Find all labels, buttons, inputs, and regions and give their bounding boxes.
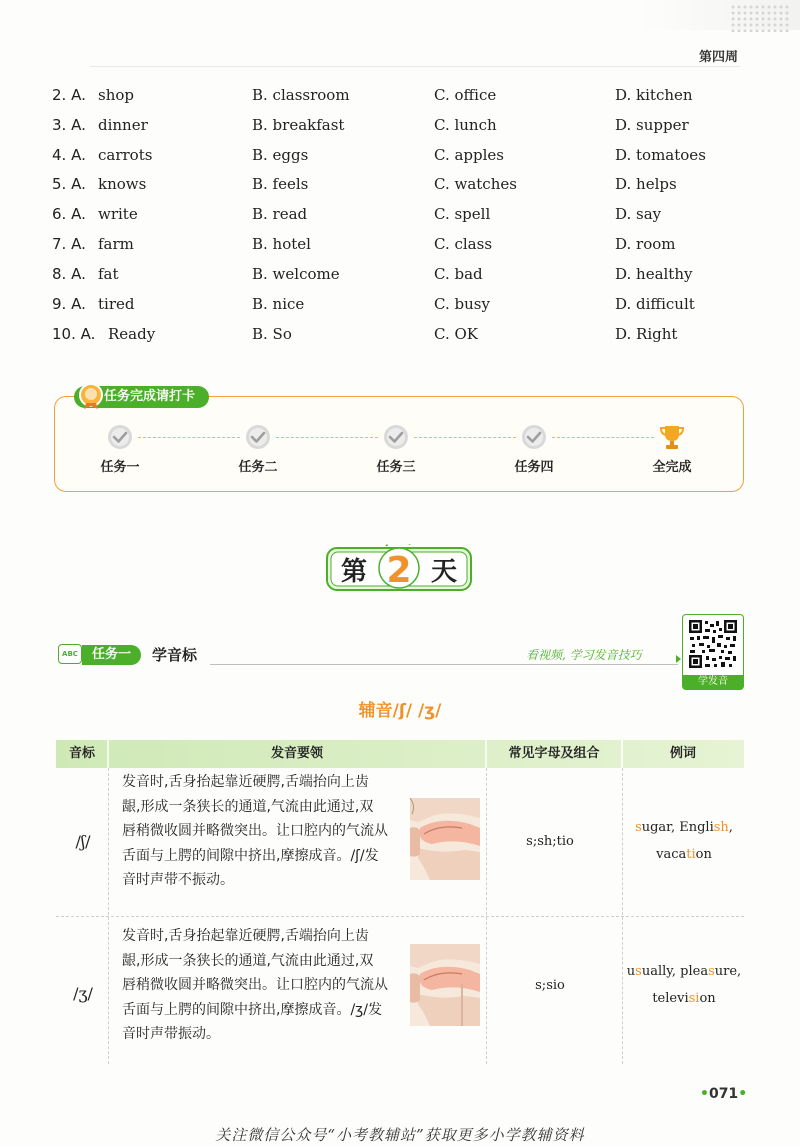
checkin-step[interactable] xyxy=(632,424,712,475)
video-hint: 看视频, 学习发音技巧 xyxy=(526,648,642,662)
option-row xyxy=(52,146,752,176)
pronunciation-tips xyxy=(122,924,412,1047)
option-d: D. say xyxy=(615,205,662,223)
example-text: ually, plea xyxy=(641,964,709,979)
medal-icon xyxy=(78,383,104,409)
checkin-step-label: 任务三 xyxy=(376,460,416,475)
option-c: C. class xyxy=(434,235,493,253)
option-b: B. classroom xyxy=(252,86,350,104)
header-symbol: 音标 xyxy=(68,746,95,761)
footer-note: 关注微信公众号“小考教辅站”获取更多小学教辅资料 xyxy=(215,1126,585,1144)
check-circle-icon xyxy=(107,424,133,450)
checkin-title: 任务完成请打卡 xyxy=(74,386,209,408)
letter-combos: s;sh;tio xyxy=(526,834,574,849)
question-number: 5. A. xyxy=(52,175,86,193)
abc-book-icon: ABC xyxy=(58,644,82,664)
example-line xyxy=(624,958,744,985)
example-text: televi xyxy=(652,991,689,1006)
option-a: write xyxy=(98,205,138,223)
option-b: B. eggs xyxy=(252,146,309,164)
option-b: B. breakfast xyxy=(252,116,345,134)
option-a: Ready xyxy=(108,325,156,343)
header-letters: 常见字母及组合 xyxy=(508,746,600,761)
option-b: B. feels xyxy=(252,175,309,193)
option-a: dinner xyxy=(98,116,148,134)
checkin-step[interactable] xyxy=(218,424,298,475)
highlighted-letters: si xyxy=(688,991,700,1006)
day-prefix: 第 xyxy=(340,557,368,587)
task-underline xyxy=(210,664,678,665)
header-examples: 例词 xyxy=(669,746,696,761)
option-d: D. kitchen xyxy=(615,86,693,104)
pronunciation-tips xyxy=(122,770,412,893)
option-c: C. busy xyxy=(434,295,490,313)
tip-line: 音时声带振动。 xyxy=(122,1026,220,1042)
tip-line: 舌面与上腭的间隙中挤出,摩擦成音。/ʃ/发 xyxy=(122,847,379,864)
example-text: ugar, Engli xyxy=(641,820,714,835)
qr-code[interactable] xyxy=(682,614,744,690)
question-number: 8. A. xyxy=(52,265,86,283)
example-text: , xyxy=(728,820,733,835)
example-words xyxy=(624,814,744,868)
option-a: knows xyxy=(98,175,147,193)
check-circle-icon xyxy=(383,424,409,450)
option-c: C. OK xyxy=(434,325,478,343)
option-row xyxy=(52,295,752,325)
task-title: 学音标 xyxy=(152,646,198,664)
header-tips: 发音要领 xyxy=(270,746,323,761)
question-number: 6. A. xyxy=(52,205,86,223)
example-text: vaca xyxy=(656,847,687,862)
day-number: 2 xyxy=(386,550,412,591)
option-a: shop xyxy=(98,86,134,104)
tip-line: 音时声带不振动。 xyxy=(122,872,234,888)
check-circle-icon xyxy=(521,424,547,450)
day-suffix: 天 xyxy=(430,557,458,587)
option-d: D. room xyxy=(615,235,676,253)
question-number: 4. A. xyxy=(52,146,86,164)
week-label: 第四周 xyxy=(698,50,738,65)
option-c: C. spell xyxy=(434,205,491,223)
highlighted-letters: s xyxy=(635,820,642,835)
option-row xyxy=(52,116,752,146)
example-text: on xyxy=(695,847,712,862)
option-a: carrots xyxy=(98,146,153,164)
mouth-diagram-icon xyxy=(410,944,480,1026)
option-d: D. Right xyxy=(615,325,678,343)
example-text: ure, xyxy=(714,964,742,979)
option-c: C. apples xyxy=(434,146,504,164)
header-divider xyxy=(90,66,740,67)
example-line xyxy=(624,985,744,1012)
highlighted-letters: ti xyxy=(686,847,696,862)
option-c: C. office xyxy=(434,86,497,104)
phonetic-symbol: /ʒ/ xyxy=(73,984,93,1003)
letter-combos: s;sio xyxy=(535,978,565,993)
example-line xyxy=(624,841,744,868)
checkin-step-label: 任务一 xyxy=(100,460,140,475)
option-row xyxy=(52,205,752,235)
option-d: D. helps xyxy=(615,175,677,193)
highlighted-letters: sh xyxy=(713,820,729,835)
option-row xyxy=(52,265,752,295)
row-divider xyxy=(56,916,744,917)
day-title xyxy=(326,544,472,592)
question-number: 9. A. xyxy=(52,295,86,313)
decorative-dots xyxy=(730,4,790,32)
option-d: D. supper xyxy=(615,116,689,134)
option-row xyxy=(52,325,752,355)
option-b: B. nice xyxy=(252,295,305,313)
task-badge: 任务一 xyxy=(82,645,141,665)
page-number-text: 071 xyxy=(708,1086,739,1102)
trophy-icon xyxy=(659,424,685,450)
checkin-step-label: 任务四 xyxy=(514,460,554,475)
section-title: 辅音/ʃ/ /ʒ/ xyxy=(358,701,442,721)
option-row xyxy=(52,86,752,116)
page-dot-icon: • xyxy=(700,1086,709,1102)
hint-arrow-icon xyxy=(676,655,681,663)
option-row xyxy=(52,175,752,205)
checkin-step[interactable] xyxy=(80,424,160,475)
qr-label: 学发音 xyxy=(683,675,743,689)
option-a: fat xyxy=(98,265,119,283)
option-d: D. difficult xyxy=(615,295,695,313)
mouth-diagram-icon xyxy=(410,798,480,880)
tip-line: 唇稍微收圆并略微突出。让口腔内的气流从 xyxy=(122,823,388,839)
option-c: C. lunch xyxy=(434,116,497,134)
question-number: 10. A. xyxy=(52,325,96,343)
tip-line: 发音时,舌身抬起靠近硬腭,舌端抬向上齿 xyxy=(122,774,369,790)
page-number xyxy=(700,1086,747,1102)
qr-code-icon xyxy=(688,619,738,669)
checkin-step-label: 任务二 xyxy=(238,460,278,475)
question-number: 2. A. xyxy=(52,86,86,104)
example-text: u xyxy=(626,964,636,979)
option-d: D. tomatoes xyxy=(615,146,706,164)
tip-line: 龈,形成一条狭长的通道,气流由此通过,双 xyxy=(122,798,374,815)
tip-line: 舌面与上腭的间隙中挤出,摩擦成音。/ʒ/发 xyxy=(122,1001,382,1018)
phonetic-symbol: /ʃ/ xyxy=(75,832,91,851)
example-line xyxy=(624,814,744,841)
option-b: B. welcome xyxy=(252,265,340,283)
tip-line: 发音时,舌身抬起靠近硬腭,舌端抬向上齿 xyxy=(122,928,369,944)
question-number: 3. A. xyxy=(52,116,86,134)
option-c: C. bad xyxy=(434,265,483,283)
example-words xyxy=(624,958,744,1012)
option-d: D. healthy xyxy=(615,265,693,283)
option-b: B. hotel xyxy=(252,235,311,253)
question-number: 7. A. xyxy=(52,235,86,253)
tip-line: 唇稍微收圆并略微突出。让口腔内的气流从 xyxy=(122,977,388,993)
check-circle-icon xyxy=(245,424,271,450)
option-c: C. watches xyxy=(434,175,517,193)
checkin-step-label: 全完成 xyxy=(652,460,692,475)
page-dot-icon: • xyxy=(738,1086,748,1102)
option-a: tired xyxy=(98,295,135,313)
option-row xyxy=(52,235,752,265)
option-a: farm xyxy=(98,235,134,253)
example-text: on xyxy=(699,991,716,1006)
highlighted-letters: s xyxy=(635,964,642,979)
tip-line: 龈,形成一条狭长的通道,气流由此通过,双 xyxy=(122,952,374,969)
option-b: B. So xyxy=(252,325,292,343)
checkin-step[interactable] xyxy=(494,424,574,475)
checkin-step[interactable] xyxy=(356,424,436,475)
option-b: B. read xyxy=(252,205,308,223)
highlighted-letters: s xyxy=(708,964,715,979)
